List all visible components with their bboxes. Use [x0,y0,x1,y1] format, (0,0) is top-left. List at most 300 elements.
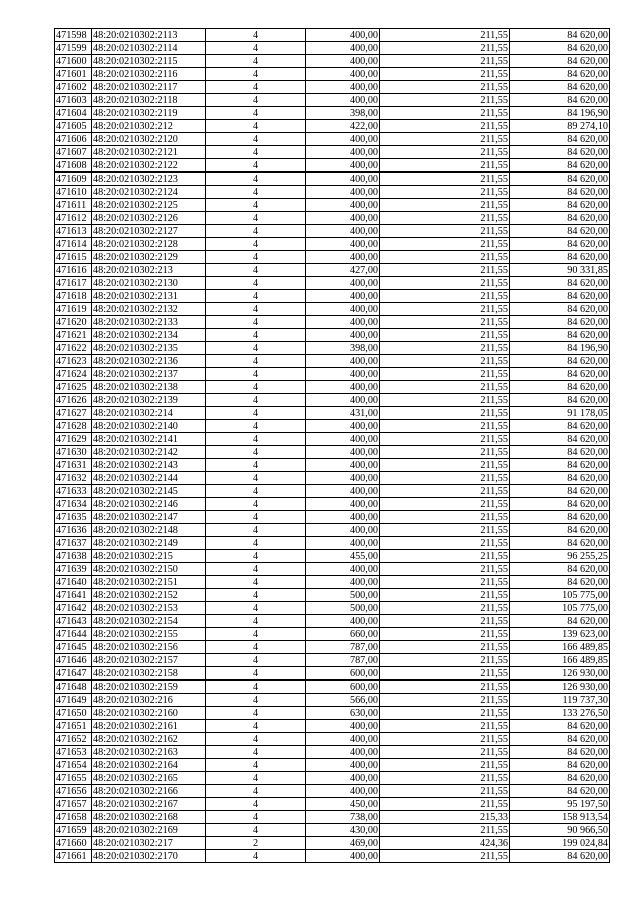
rate-cell: 211,55 [380,602,510,615]
cadastral-number-cell: 48:20:0210302:2137 [92,368,206,381]
row-number-cell: 471623 [55,355,92,368]
value-cell: 84 620,00 [510,68,610,81]
value-cell: 84 620,00 [510,316,610,329]
category-cell: 4 [206,707,306,720]
cadastral-number-cell: 48:20:0210302:2165 [92,772,206,785]
row-number-cell: 471615 [55,251,92,264]
area-cell: 600,00 [306,680,380,694]
area-cell: 400,00 [306,381,380,394]
row-number-cell: 471599 [55,42,92,55]
table-row [55,472,610,485]
cadastral-number-cell: 48:20:0210302:2140 [92,420,206,433]
table-row [55,811,610,824]
category-cell: 4 [206,680,306,694]
area-cell: 400,00 [306,55,380,68]
row-number-cell: 471637 [55,537,92,550]
area-cell: 400,00 [306,186,380,199]
cadastral-number-cell: 48:20:0210302:2164 [92,759,206,772]
area-cell: 400,00 [306,772,380,785]
rate-cell: 211,55 [380,94,510,107]
rate-cell: 211,55 [380,381,510,394]
cadastral-number-cell: 48:20:0210302:2122 [92,159,206,173]
area-cell: 400,00 [306,615,380,628]
rate-cell: 211,55 [380,785,510,798]
row-number-cell: 471643 [55,615,92,628]
category-cell: 4 [206,146,306,159]
rate-cell: 211,55 [380,824,510,837]
table-row [55,368,610,381]
category-cell: 4 [206,133,306,146]
area-cell: 400,00 [306,420,380,433]
area-cell: 400,00 [306,537,380,550]
value-cell: 84 620,00 [510,303,610,316]
table-row [55,641,610,654]
area-cell: 400,00 [306,394,380,407]
row-number-cell: 471606 [55,133,92,146]
table-row [55,290,610,303]
cadastral-number-cell: 48:20:0210302:2151 [92,576,206,589]
cadastral-number-cell: 48:20:0210302:2154 [92,615,206,628]
category-cell: 4 [206,563,306,576]
table-row [55,537,610,550]
value-cell: 158 913,54 [510,811,610,824]
cadastral-number-cell: 48:20:0210302:2167 [92,798,206,811]
cadastral-number-cell: 48:20:0210302:2147 [92,511,206,524]
category-cell: 4 [206,68,306,81]
category-cell: 4 [206,785,306,798]
value-cell: 84 620,00 [510,277,610,290]
rate-cell: 211,55 [380,472,510,485]
row-number-cell: 471645 [55,641,92,654]
table-row [55,498,610,511]
value-cell: 84 620,00 [510,368,610,381]
area-cell: 500,00 [306,589,380,602]
value-cell: 84 620,00 [510,225,610,238]
cadastral-number-cell: 48:20:0210302:213 [92,264,206,277]
row-number-cell: 471660 [55,837,92,850]
cadastral-number-cell: 48:20:0210302:2139 [92,394,206,407]
table-row [55,824,610,837]
rate-cell: 211,55 [380,342,510,355]
row-number-cell: 471607 [55,146,92,159]
cadastral-number-cell: 48:20:0210302:2126 [92,212,206,225]
value-cell: 89 274,10 [510,120,610,133]
cadastral-number-cell: 48:20:0210302:2168 [92,811,206,824]
cadastral-number-cell: 48:20:0210302:2116 [92,68,206,81]
value-cell: 84 620,00 [510,146,610,159]
rate-cell: 211,55 [380,186,510,199]
category-cell: 4 [206,159,306,173]
cadastral-number-cell: 48:20:0210302:215 [92,550,206,563]
cadastral-number-cell: 48:20:0210302:2142 [92,446,206,459]
row-number-cell: 471650 [55,707,92,720]
value-cell: 119 737,30 [510,694,610,707]
category-cell: 4 [206,576,306,589]
rate-cell: 211,55 [380,29,510,42]
category-cell: 4 [206,524,306,537]
category-cell: 4 [206,199,306,212]
table-row [55,602,610,615]
area-cell: 400,00 [306,225,380,238]
cadastral-number-cell: 48:20:0210302:2135 [92,342,206,355]
row-number-cell: 471634 [55,498,92,511]
value-cell: 84 620,00 [510,420,610,433]
row-number-cell: 471612 [55,212,92,225]
table-row [55,42,610,55]
table-row [55,850,610,863]
cadastral-number-cell: 48:20:0210302:2125 [92,199,206,212]
area-cell: 660,00 [306,628,380,641]
area-cell: 400,00 [306,759,380,772]
row-number-cell: 471617 [55,277,92,290]
rate-cell: 211,55 [380,733,510,746]
rate-cell: 211,55 [380,107,510,120]
rate-cell: 211,55 [380,420,510,433]
category-cell: 4 [206,420,306,433]
value-cell: 199 024,84 [510,837,610,850]
row-number-cell: 471651 [55,720,92,733]
table-row [55,433,610,446]
table-row [55,107,610,120]
row-number-cell: 471647 [55,667,92,681]
cadastral-number-cell: 48:20:0210302:2132 [92,303,206,316]
row-number-cell: 471658 [55,811,92,824]
category-cell: 4 [206,407,306,420]
area-cell: 400,00 [306,68,380,81]
value-cell: 84 620,00 [510,433,610,446]
cadastral-number-cell: 48:20:0210302:2163 [92,746,206,759]
table-row [55,628,610,641]
area-cell: 400,00 [306,368,380,381]
area-cell: 455,00 [306,550,380,563]
cadastral-number-cell: 48:20:0210302:2113 [92,29,206,42]
table-row [55,68,610,81]
category-cell: 4 [206,329,306,342]
rate-cell: 211,55 [380,316,510,329]
rate-cell: 211,55 [380,81,510,94]
rate-cell: 211,55 [380,550,510,563]
area-cell: 400,00 [306,524,380,537]
cadastral-number-cell: 48:20:0210302:217 [92,837,206,850]
table-row [55,837,610,850]
value-cell: 84 620,00 [510,199,610,212]
rate-cell: 211,55 [380,394,510,407]
rate-cell: 211,55 [380,498,510,511]
table-row [55,238,610,251]
cadastral-number-cell: 48:20:0210302:2149 [92,537,206,550]
value-cell: 84 620,00 [510,172,610,186]
value-cell: 84 620,00 [510,29,610,42]
rate-cell: 211,55 [380,277,510,290]
cadastral-number-cell: 48:20:0210302:2136 [92,355,206,368]
rate-cell: 211,55 [380,707,510,720]
category-cell: 4 [206,654,306,667]
category-cell: 4 [206,850,306,863]
table-row [55,407,610,420]
value-cell: 126 930,00 [510,667,610,681]
row-number-cell: 471649 [55,694,92,707]
category-cell: 4 [206,94,306,107]
cadastral-number-cell: 48:20:0210302:2128 [92,238,206,251]
area-cell: 400,00 [306,576,380,589]
rate-cell: 211,55 [380,850,510,863]
row-number-cell: 471604 [55,107,92,120]
category-cell: 4 [206,589,306,602]
value-cell: 84 620,00 [510,133,610,146]
area-cell: 400,00 [306,290,380,303]
area-cell: 430,00 [306,824,380,837]
category-cell: 4 [206,811,306,824]
cadastral-number-cell: 48:20:0210302:2157 [92,654,206,667]
area-cell: 398,00 [306,107,380,120]
value-cell: 84 620,00 [510,733,610,746]
row-number-cell: 471655 [55,772,92,785]
row-number-cell: 471639 [55,563,92,576]
rate-cell: 211,55 [380,459,510,472]
category-cell: 4 [206,316,306,329]
value-cell: 90 966,50 [510,824,610,837]
category-cell: 4 [206,394,306,407]
cadastral-number-cell: 48:20:0210302:2162 [92,733,206,746]
value-cell: 139 623,00 [510,628,610,641]
category-cell: 4 [206,485,306,498]
area-cell: 400,00 [306,172,380,186]
rate-cell: 211,55 [380,524,510,537]
rate-cell: 211,55 [380,537,510,550]
table-row [55,172,610,186]
table-row [55,589,610,602]
category-cell: 4 [206,824,306,837]
rate-cell: 211,55 [380,589,510,602]
cadastral-number-cell: 48:20:0210302:2120 [92,133,206,146]
cadastral-number-cell: 48:20:0210302:2127 [92,225,206,238]
row-number-cell: 471621 [55,329,92,342]
rate-cell: 211,55 [380,329,510,342]
category-cell: 4 [206,602,306,615]
row-number-cell: 471602 [55,81,92,94]
area-cell: 400,00 [306,42,380,55]
table-row [55,759,610,772]
category-cell: 4 [206,498,306,511]
row-number-cell: 471654 [55,759,92,772]
cadastral-number-cell: 48:20:0210302:2133 [92,316,206,329]
rate-cell: 211,55 [380,654,510,667]
category-cell: 4 [206,186,306,199]
table-row [55,120,610,133]
category-cell: 4 [206,615,306,628]
table-row [55,785,610,798]
rate-cell: 211,55 [380,694,510,707]
category-cell: 4 [206,238,306,251]
value-cell: 84 620,00 [510,759,610,772]
area-cell: 400,00 [306,446,380,459]
table-row [55,576,610,589]
category-cell: 4 [206,303,306,316]
row-number-cell: 471605 [55,120,92,133]
area-cell: 400,00 [306,485,380,498]
area-cell: 400,00 [306,433,380,446]
row-number-cell: 471633 [55,485,92,498]
value-cell: 96 255,25 [510,550,610,563]
value-cell: 90 331,85 [510,264,610,277]
category-cell: 4 [206,212,306,225]
row-number-cell: 471641 [55,589,92,602]
value-cell: 105 775,00 [510,602,610,615]
value-cell: 126 930,00 [510,680,610,694]
category-cell: 4 [206,746,306,759]
cadastral-number-cell: 48:20:0210302:2156 [92,641,206,654]
cadastral-number-cell: 48:20:0210302:2124 [92,186,206,199]
table-row [55,199,610,212]
row-number-cell: 471646 [55,654,92,667]
value-cell: 105 775,00 [510,589,610,602]
area-cell: 738,00 [306,811,380,824]
rate-cell: 211,55 [380,615,510,628]
value-cell: 84 620,00 [510,55,610,68]
value-cell: 84 196,90 [510,107,610,120]
row-number-cell: 471657 [55,798,92,811]
area-cell: 400,00 [306,303,380,316]
rate-cell: 211,55 [380,225,510,238]
area-cell: 630,00 [306,707,380,720]
category-cell: 4 [206,29,306,42]
table-row [55,94,610,107]
area-cell: 431,00 [306,407,380,420]
row-number-cell: 471638 [55,550,92,563]
table-row [55,550,610,563]
value-cell: 84 620,00 [510,212,610,225]
category-cell: 4 [206,733,306,746]
cadastral-number-cell: 48:20:0210302:2131 [92,290,206,303]
row-number-cell: 471603 [55,94,92,107]
area-cell: 400,00 [306,329,380,342]
value-cell: 166 489,85 [510,654,610,667]
row-number-cell: 471653 [55,746,92,759]
cadastral-number-cell: 48:20:0210302:2161 [92,720,206,733]
area-cell: 500,00 [306,602,380,615]
category-cell: 4 [206,290,306,303]
value-cell: 84 620,00 [510,381,610,394]
cadastral-number-cell: 48:20:0210302:2129 [92,251,206,264]
table-row [55,133,610,146]
area-cell: 400,00 [306,94,380,107]
row-number-cell: 471619 [55,303,92,316]
rate-cell: 211,55 [380,798,510,811]
category-cell: 4 [206,433,306,446]
cadastral-number-cell: 48:20:0210302:2138 [92,381,206,394]
registry-table-body [55,29,610,863]
cadastral-number-cell: 48:20:0210302:212 [92,120,206,133]
cadastral-number-cell: 48:20:0210302:2115 [92,55,206,68]
row-number-cell: 471601 [55,68,92,81]
rate-cell: 211,55 [380,667,510,681]
area-cell: 400,00 [306,511,380,524]
category-cell: 4 [206,107,306,120]
area-cell: 400,00 [306,277,380,290]
category-cell: 4 [206,798,306,811]
table-row [55,381,610,394]
value-cell: 84 620,00 [510,615,610,628]
value-cell: 84 620,00 [510,355,610,368]
value-cell: 84 620,00 [510,485,610,498]
area-cell: 400,00 [306,472,380,485]
area-cell: 600,00 [306,667,380,681]
rate-cell: 211,55 [380,746,510,759]
cadastral-number-cell: 48:20:0210302:216 [92,694,206,707]
rate-cell: 211,55 [380,159,510,173]
value-cell: 95 197,50 [510,798,610,811]
category-cell: 4 [206,381,306,394]
area-cell: 400,00 [306,733,380,746]
row-number-cell: 471628 [55,420,92,433]
table-row [55,511,610,524]
row-number-cell: 471608 [55,159,92,173]
area-cell: 400,00 [306,133,380,146]
category-cell: 4 [206,368,306,381]
area-cell: 400,00 [306,212,380,225]
cadastral-number-cell: 48:20:0210302:2170 [92,850,206,863]
cadastral-number-cell: 48:20:0210302:2121 [92,146,206,159]
table-row [55,798,610,811]
category-cell: 4 [206,81,306,94]
table-row [55,733,610,746]
value-cell: 84 620,00 [510,42,610,55]
area-cell: 400,00 [306,850,380,863]
rate-cell: 211,55 [380,42,510,55]
row-number-cell: 471627 [55,407,92,420]
table-row [55,485,610,498]
area-cell: 400,00 [306,159,380,173]
table-row [55,55,610,68]
category-cell: 4 [206,42,306,55]
table-row [55,212,610,225]
value-cell: 91 178,05 [510,407,610,420]
rate-cell: 211,55 [380,576,510,589]
cadastral-number-cell: 48:20:0210302:2169 [92,824,206,837]
category-cell: 4 [206,264,306,277]
category-cell: 2 [206,837,306,850]
row-number-cell: 471600 [55,55,92,68]
table-row [55,277,610,290]
rate-cell: 211,55 [380,55,510,68]
value-cell: 84 620,00 [510,394,610,407]
cadastral-number-cell: 48:20:0210302:2114 [92,42,206,55]
row-number-cell: 471610 [55,186,92,199]
land-plot-registry-table [54,28,610,863]
rate-cell: 211,55 [380,446,510,459]
row-number-cell: 471611 [55,199,92,212]
row-number-cell: 471598 [55,29,92,42]
value-cell: 84 620,00 [510,785,610,798]
value-cell: 166 489,85 [510,641,610,654]
cadastral-number-cell: 48:20:0210302:2143 [92,459,206,472]
table-row [55,654,610,667]
row-number-cell: 471631 [55,459,92,472]
row-number-cell: 471616 [55,264,92,277]
table-row [55,459,610,472]
row-number-cell: 471614 [55,238,92,251]
rate-cell: 211,55 [380,68,510,81]
area-cell: 787,00 [306,654,380,667]
rate-cell: 211,55 [380,772,510,785]
cadastral-number-cell: 48:20:0210302:2141 [92,433,206,446]
cadastral-number-cell: 48:20:0210302:2152 [92,589,206,602]
rate-cell: 211,55 [380,407,510,420]
area-cell: 400,00 [306,355,380,368]
table-row [55,251,610,264]
table-row [55,746,610,759]
cadastral-number-cell: 48:20:0210302:2130 [92,277,206,290]
